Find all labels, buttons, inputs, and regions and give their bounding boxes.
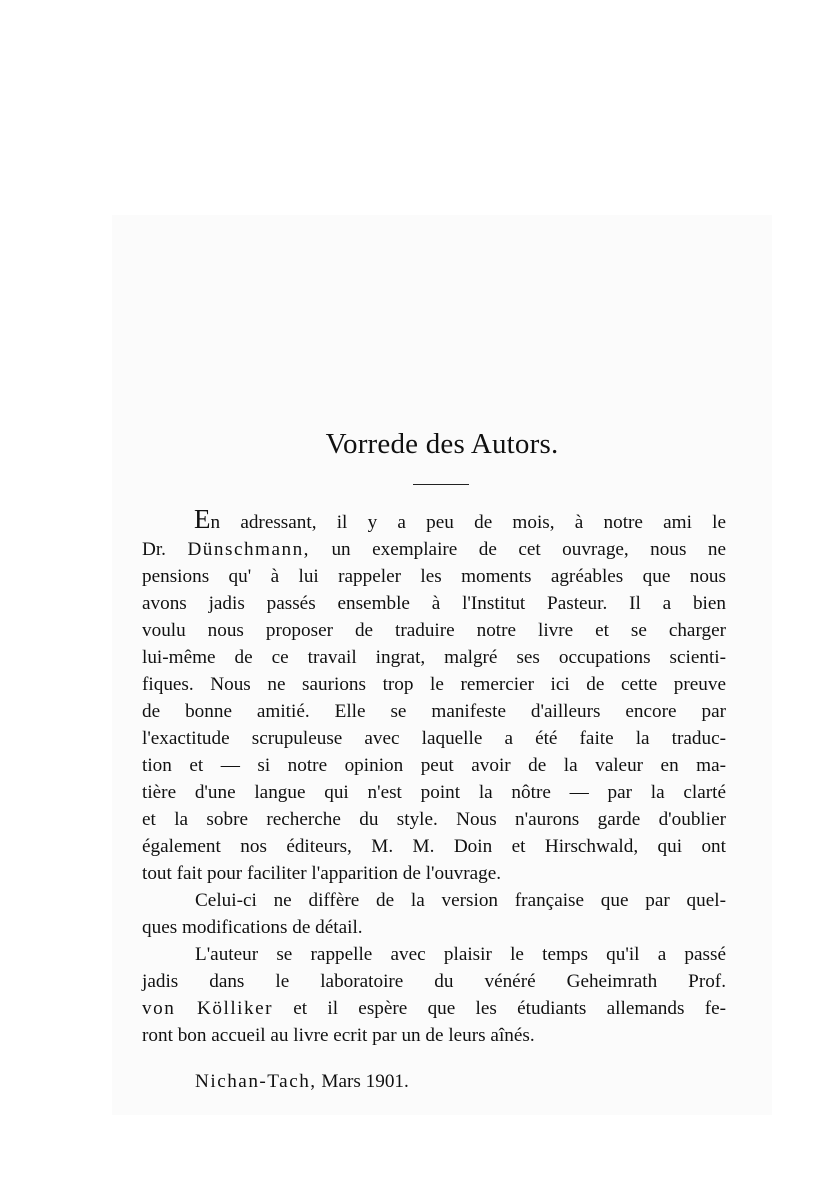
page-title: Vorrede des Autors. — [325, 428, 559, 460]
paragraph-line: fiques. Nous ne saurions trop le remercier ici de cette preuve — [142, 674, 726, 695]
paragraph-line: avons jadis passés ensemble à l'Institut Pasteur. Il a bien — [142, 593, 726, 614]
paragraph-line: l'exactitude scrupuleuse avec laquelle a été faite la traduc- — [142, 728, 726, 749]
paragraph-line: L'auteur se rappelle avec plaisir le temps qu'il a passé — [195, 944, 726, 965]
paragraph-line: jadis dans le laboratoire du vénéré Geheimrath Prof. — [142, 971, 726, 992]
paragraph-line: Celui-ci ne diffère de la version française que par quel- — [195, 890, 726, 911]
signature-place: Nichan-Tach, — [195, 1071, 317, 1092]
name-koelliker: von Kölliker — [142, 998, 273, 1019]
paragraph-line: En adressant, il y a peu de mois, à notre ami le — [194, 504, 726, 534]
paragraph-line: tout fait pour faciliter l'apparition de l'ouvrage. — [142, 863, 502, 884]
paragraph-line: voulu nous proposer de traduire notre livre et se charger — [142, 620, 726, 641]
paragraph-line: tière d'une langue qui n'est point la nôtre — par la clarté — [142, 782, 726, 803]
paragraph-line: tion et — si notre opinion peut avoir de la valeur en ma- — [142, 755, 726, 776]
paragraph-line: Dr. Dünschmann, un exemplaire de cet ouvrage, nous ne — [142, 539, 726, 560]
paragraph-line: lui-même de ce travail ingrat, malgré ses occupations scienti- — [142, 647, 726, 668]
signature-line — [195, 1068, 409, 1095]
paragraph-line: ront bon accueil au livre ecrit par un de leurs aînés. — [142, 1025, 535, 1046]
paragraph-line: également nos éditeurs, M. M. Doin et Hirschwald, qui ont — [142, 836, 726, 857]
paragraph-line: pensions qu' à lui rappeler les moments agréables que nous — [142, 566, 726, 587]
drop-cap: E — [194, 504, 211, 534]
paragraph-line: de bonne amitié. Elle se manifeste d'ailleurs encore par — [142, 701, 726, 722]
paragraph-line: ques modifications de détail. — [142, 917, 363, 938]
paragraph-line: von Kölliker et il espère que les étudiants allemands fe- — [142, 998, 726, 1019]
paragraph-line: et la sobre recherche du style. Nous n'aurons garde d'oublier — [142, 809, 726, 830]
name-duenschmann: Dünschmann, — [187, 539, 310, 560]
signature-date: Mars 1901. — [321, 1071, 409, 1092]
title-rule — [413, 484, 469, 485]
